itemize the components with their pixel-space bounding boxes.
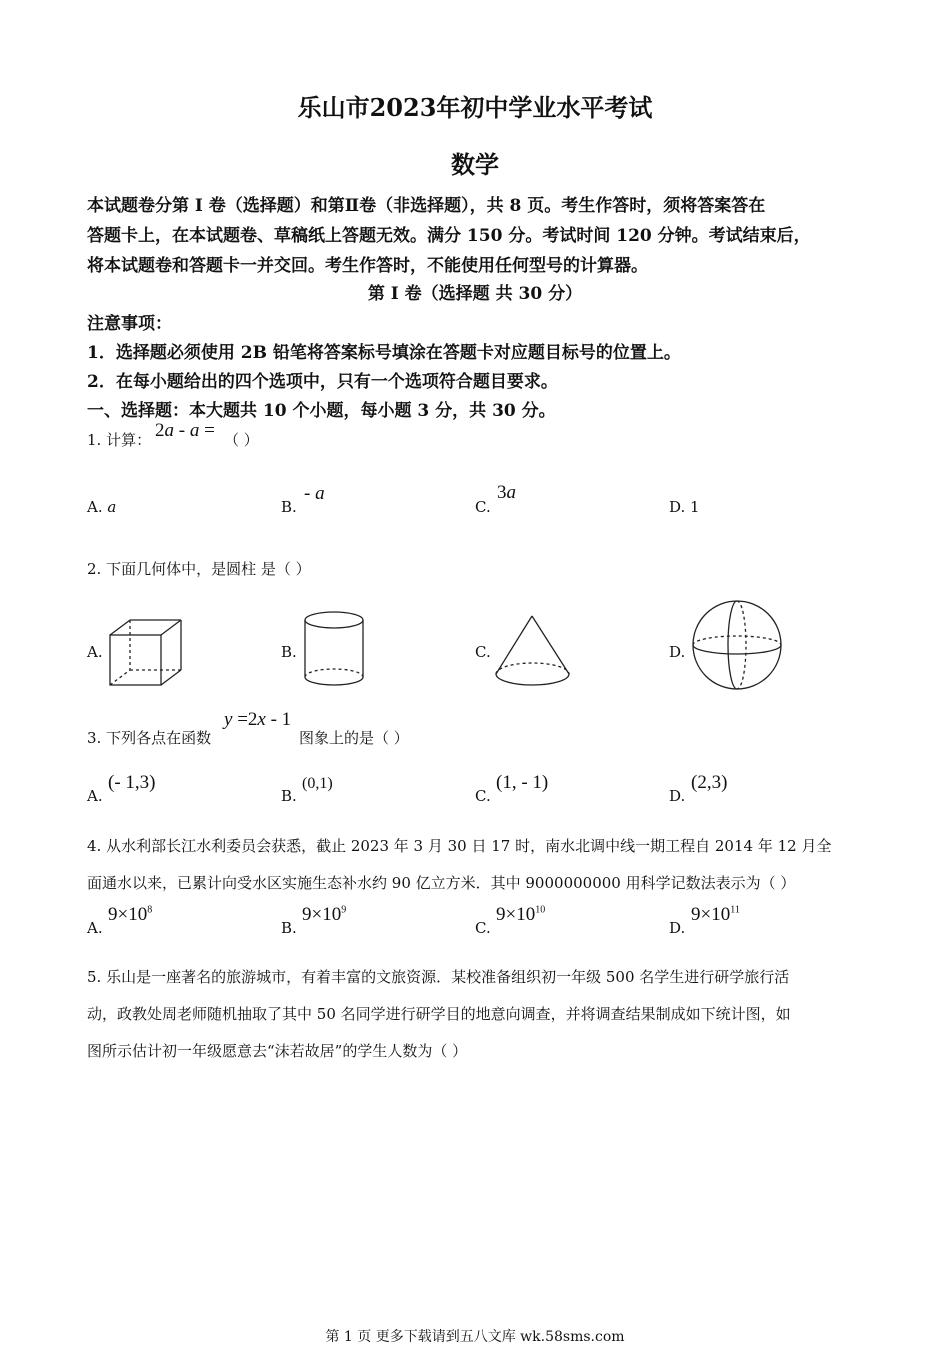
q2-text: 2. 下面几何体中，是圆柱 是（ ） — [87, 560, 311, 578]
q4-option-d-label[interactable]: D. — [669, 919, 686, 937]
q3-option-d-label[interactable]: D. — [669, 787, 686, 805]
exam-title: 乐山市2023年初中学业水平考试 — [297, 93, 653, 122]
q4-line-1: 4. 从水利部长江水利委员会获悉，截止 2023 年 3 月 30 日 17 时，南水北调中线一期工程自 2014 年 12 月全 — [87, 837, 832, 855]
q1-prefix: 1. 计算： — [87, 431, 152, 449]
sphere-figure — [691, 599, 783, 691]
cylinder-figure — [303, 610, 365, 690]
q3-function: y =2x - 1 — [224, 709, 292, 730]
q4-option-c-label[interactable]: C. — [475, 919, 491, 937]
q3-option-c-label[interactable]: C. — [475, 787, 491, 805]
cube-figure — [108, 619, 184, 687]
intro-line-3: 将本试题卷和答题卡一并交回。考生作答时，不能使用任何型号的计算器。 — [87, 256, 648, 276]
notice-2: 2．在每小题给出的四个选项中，只有一个选项符合题目要求。 — [87, 372, 558, 392]
q3-option-a-value: (- 1,3) — [108, 772, 156, 793]
q1-suffix: （ ） — [224, 431, 259, 449]
q1-expression: 2a - a = — [155, 420, 215, 441]
intro-line-2: 答题卡上，在本试题卷、草稿纸上答题无效。满分 150 分。考试时间 120 分钟。考试结束后， — [87, 226, 811, 246]
section1-header: 第 I 卷（选择题 共 30 分） — [367, 284, 583, 304]
q4-option-b-value: $9\times 10^9$ — [302, 904, 347, 925]
q1-option-d[interactable]: D. 1 — [669, 498, 700, 516]
q4-option-d-value: $9\times 10^{11}$ — [691, 904, 740, 925]
q2-option-c-label[interactable]: C. — [475, 643, 491, 661]
q3-option-d-value: (2,3) — [691, 772, 728, 793]
q4-option-b-label[interactable]: B. — [281, 919, 297, 937]
q2-option-d-label[interactable]: D. — [669, 643, 686, 661]
q3-option-c-value: (1, - 1) — [496, 772, 549, 793]
q1-option-c-value: 3a — [497, 482, 516, 503]
part1-heading: 一、选择题：本大题共 10 个小题，每小题 3 分，共 30 分。 — [87, 401, 556, 421]
q2-option-a-label[interactable]: A. — [87, 643, 103, 661]
q4-line-2: 面通水以来，已累计向受水区实施生态补水约 90 亿立方米．其中 9000000000 用科学记数法表示为（ ） — [87, 874, 796, 892]
q2-option-b-label[interactable]: B. — [281, 643, 297, 661]
q1-option-c-label[interactable]: C. — [475, 498, 491, 516]
q5-line-1: 5. 乐山是一座著名的旅游城市，有着丰富的文旅资源．某校准备组织初一年级 500 名学生进行研学旅行活 — [87, 968, 790, 986]
q3-option-a-label[interactable]: A. — [87, 787, 103, 805]
q3-option-b-label[interactable]: B. — [281, 787, 297, 805]
cone-figure — [494, 614, 572, 690]
q4-option-c-value: $9\times 10^{10}$ — [496, 904, 546, 925]
q5-line-3: 图所示估计初一年级愿意去“沫若故居”的学生人数为（ ） — [87, 1042, 468, 1060]
subject-title: 数学 — [451, 150, 499, 179]
q1-option-a[interactable]: A. a — [87, 498, 117, 516]
notice-title: 注意事项： — [87, 314, 172, 334]
q3-prefix: 3. 下列各点在函数 — [87, 729, 212, 747]
intro-line-1: 本试题卷分第 I 卷（选择题）和第Ⅱ卷（非选择题），共 8 页。考生作答时，须将答案答在 — [87, 196, 766, 216]
q1-option-b-label[interactable]: B. — [281, 498, 297, 516]
q5-line-2: 动，政教处周老师随机抽取了其中 50 名同学进行研学目的地意向调查，并将调查结果制成如下统计图，如 — [87, 1005, 791, 1023]
notice-1: 1．选择题必须使用 2B 铅笔将答案标号填涂在答题卡对应题目标号的位置上。 — [87, 343, 681, 363]
page-footer: 第 1 页 更多下载请到五八文库 wk.58sms.com — [325, 1329, 625, 1345]
q4-option-a-label[interactable]: A. — [87, 919, 103, 937]
q3-option-b-value: (0,1) — [302, 775, 333, 792]
q3-suffix: 图象上的是（ ） — [299, 729, 409, 747]
q4-option-a-value: $9\times 10^8$ — [108, 904, 153, 925]
q1-option-b-value: - a — [304, 483, 325, 504]
